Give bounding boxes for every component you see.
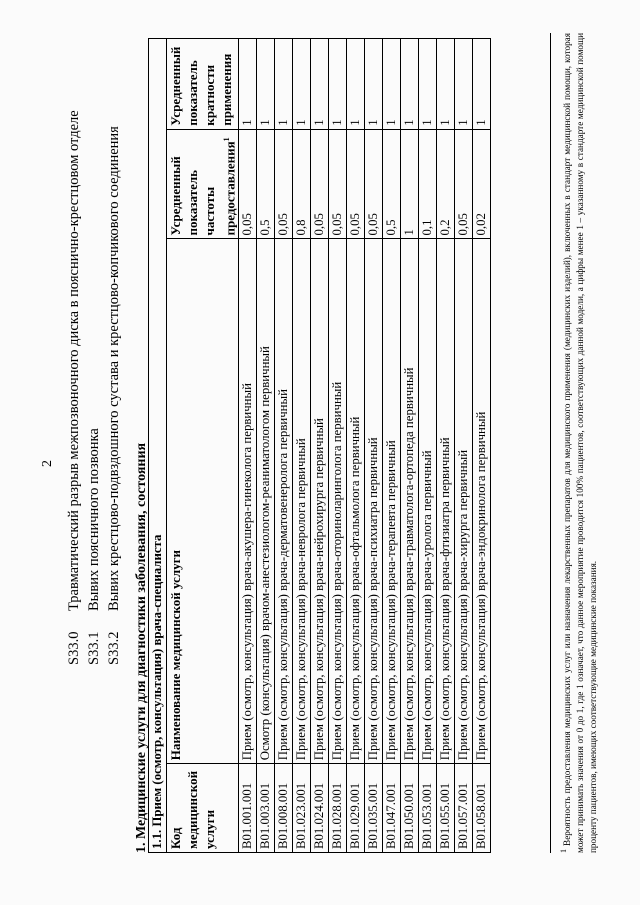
cell-multiplicity: 1 [257,39,275,130]
cell-multiplicity: 1 [239,39,257,130]
table-row [383,39,401,853]
cell-multiplicity: 1 [419,39,437,130]
table-row [365,39,383,853]
cell-code: B01.028.001 [329,764,347,853]
cell-frequency: 0,02 [473,129,491,239]
cell-code: B01.008.001 [275,764,293,853]
cell-multiplicity: 1 [401,39,419,130]
cell-frequency: 0,05 [275,129,293,239]
cell-frequency: 0,1 [419,129,437,239]
cell-name: Прием (осмотр, консультация) врача-уролога первичный [419,239,437,764]
cell-name: Прием (осмотр, консультация) врача-фтизиатра первичный [437,239,455,764]
diagnosis-text: Вывих поясничного позвонка [86,428,102,611]
cell-code: B01.029.001 [347,764,365,853]
cell-code: B01.001.001 [239,764,257,853]
cell-name: Прием (осмотр, консультация) врача-офтальмолога первичный [347,239,365,764]
table-row [437,39,455,853]
cell-code: B01.047.001 [383,764,401,853]
footnote-text: Вероятность предоставления медицинских услуг или назначения лекарственных препаратов для медицинского применения (медицинских изделий), включенных в стандарт медицинской помощи, которая может принимать значения от 0 до 1, где 1 означает, что данное мероприятие проводится 100% пациентов, соответствующих данной модели, а цифры менее 1 – указанному в стандарте медицинской помощи проценту пациентов, имеющих соответствующие медицинские показания. [562,33,599,853]
header-name: Наименование медицинской услуги [167,239,239,764]
diagnosis-codes-list [64,110,124,665]
diagnosis-code-row [64,110,84,665]
diagnosis-code: S33.2 [106,631,122,665]
table-header-row [167,39,239,853]
cell-name: Прием (осмотр, консультация) врача-акушера-гинеколога первичный [239,239,257,764]
cell-multiplicity: 1 [329,39,347,130]
table-row [455,39,473,853]
header-frequency-label: Усредненный показатель частоты предоставления [168,141,238,236]
header-multiplicity: Усредненный показатель кратности применения [167,39,239,130]
table-row [473,39,491,853]
cell-multiplicity: 1 [365,39,383,130]
cell-code: B01.058.001 [473,764,491,853]
cell-frequency: 0,5 [383,129,401,239]
table-row [257,39,275,853]
table-row [293,39,311,853]
cell-name: Прием (осмотр, консультация) врача-терапевта первичный [383,239,401,764]
diagnosis-code: S33.1 [86,631,102,665]
table-row [239,39,257,853]
page-number: 2 [40,460,55,467]
cell-name: Прием (осмотр, консультация) врача-психиатра первичный [365,239,383,764]
table-row [419,39,437,853]
cell-frequency: 0,05 [455,129,473,239]
cell-frequency: 0,5 [257,129,275,239]
cell-name: Прием (осмотр, консультация) врача-дерматовенеролога первичный [275,239,293,764]
diagnosis-code-row [104,110,124,665]
cell-code: B01.024.001 [311,764,329,853]
cell-name: Прием (осмотр, консультация) врача-хирурга первичный [455,239,473,764]
cell-frequency: 1 [401,129,419,239]
header-code: Код медицинской услуги [167,764,239,853]
cell-code: B01.053.001 [419,764,437,853]
cell-multiplicity: 1 [455,39,473,130]
cell-frequency: 0,05 [239,129,257,239]
subsection-title: 1.1. Прием (осмотр, консультация) врача-специалиста [149,39,167,853]
cell-frequency: 0,05 [311,129,329,239]
table-row [275,39,293,853]
cell-frequency: 0,05 [347,129,365,239]
cell-frequency: 0,8 [293,129,311,239]
table-row [329,39,347,853]
table-row [347,39,365,853]
diagnosis-code-row [84,110,104,665]
cell-multiplicity: 1 [311,39,329,130]
footnote [550,33,600,853]
cell-multiplicity: 1 [473,39,491,130]
cell-name: Прием (осмотр, консультация) врача-травматолога-ортопеда первичный [401,239,419,764]
cell-multiplicity: 1 [275,39,293,130]
cell-name: Прием (осмотр, консультация) врача-эндокринолога первичный [473,239,491,764]
cell-code: B01.055.001 [437,764,455,853]
table-row [311,39,329,853]
cell-frequency: 0,05 [365,129,383,239]
cell-frequency: 0,05 [329,129,347,239]
footnote-mark: 1 [222,137,231,142]
cell-multiplicity: 1 [347,39,365,130]
diagnosis-code: S33.0 [66,631,82,665]
diagnosis-text: Вывих крестцово-подвздошного сустава и крестцово-копчикового соединения [106,126,122,611]
cell-code: B01.035.001 [365,764,383,853]
cell-name: Прием (осмотр, консультация) врача-нейрохирурга первичный [311,239,329,764]
table-row [401,39,419,853]
cell-name: Осмотр (консультация) врачом-анестезиологом-реаниматологом первичный [257,239,275,764]
footnote-number: 1 [559,849,568,853]
cell-name: Прием (осмотр, консультация) врача-оториноларинголога первичный [329,239,347,764]
cell-code: B01.057.001 [455,764,473,853]
diagnosis-text: Травматический разрыв межпозвоночного диска в пояснично-крестцовом отделе [66,110,82,611]
cell-multiplicity: 1 [383,39,401,130]
cell-code: B01.003.001 [257,764,275,853]
cell-multiplicity: 1 [293,39,311,130]
cell-frequency: 0,2 [437,129,455,239]
cell-code: B01.050.001 [401,764,419,853]
cell-name: Прием (осмотр, консультация) врача-невролога первичный [293,239,311,764]
cell-code: B01.023.001 [293,764,311,853]
cell-multiplicity: 1 [437,39,455,130]
section-title: 1. Медицинские услуги для диагностики заболевания, состояния [134,442,149,853]
header-frequency [167,129,239,239]
subsection-row [149,39,167,853]
services-table [148,38,491,853]
